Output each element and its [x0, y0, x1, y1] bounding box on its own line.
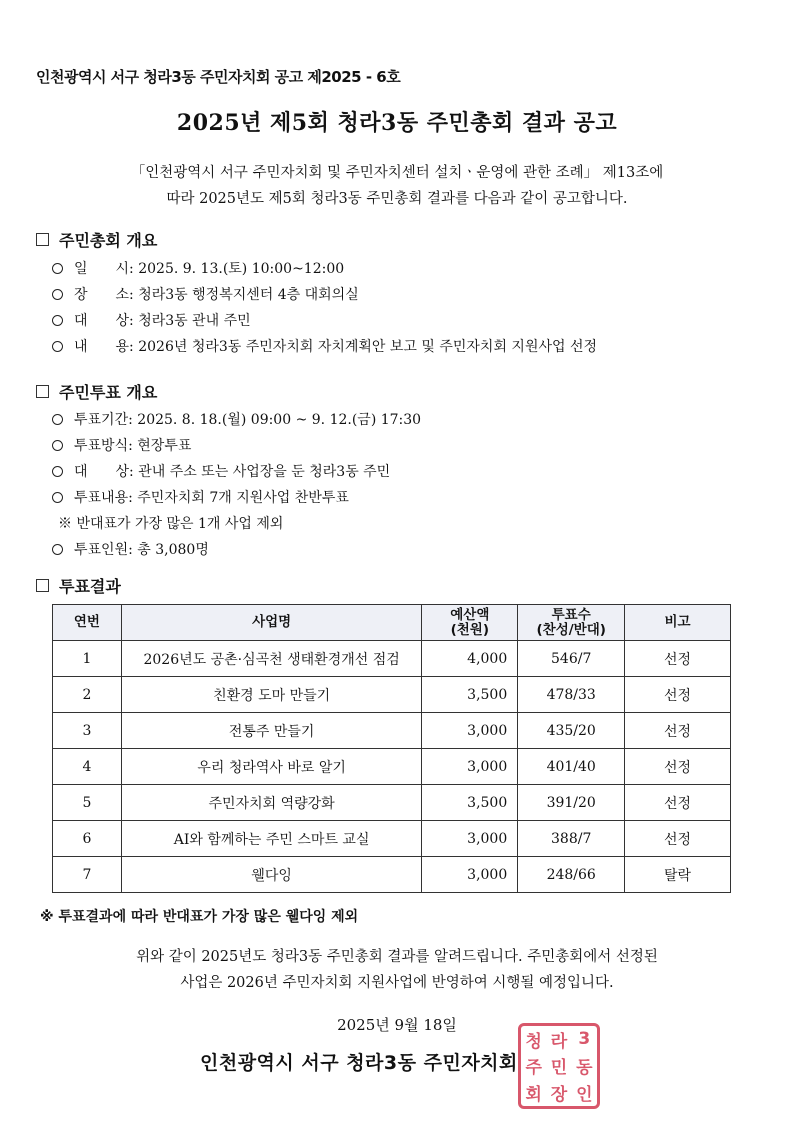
cell-votes: 401/40	[518, 749, 625, 785]
item-value: 2025. 8. 18.(월) 09:00 ~ 9. 12.(금) 17:30	[137, 412, 422, 428]
item-value: 청라3동 관내 주민	[138, 313, 251, 329]
document-title: 2025년 제5회 청라3동 주민총회 결과 공고	[176, 110, 618, 136]
cell-name: 우리 청라역사 바로 알기	[121, 749, 421, 785]
circle-bullet-icon	[52, 263, 63, 274]
cell-budget: 3,000	[422, 857, 518, 893]
cell-no: 2	[53, 677, 122, 713]
circle-bullet-icon	[52, 466, 63, 477]
col-header-remark: 비고	[625, 605, 731, 641]
closing-line-1: 위와 같이 2025년도 청라3동 주민총회 결과를 알려드립니다. 주민총회에서 선정된	[136, 949, 658, 965]
checkbox-square-icon	[36, 385, 49, 398]
cell-remark: 선정	[625, 785, 731, 821]
header-line: (찬성/반대)	[536, 621, 606, 638]
table-row	[53, 857, 731, 893]
notice-number: 인천광역시 서구 청라3동 주민자치회 공고 제2025 - 6호	[36, 68, 401, 86]
cell-votes: 388/7	[518, 821, 625, 857]
item-label: 내 용:	[74, 339, 134, 355]
header-line: 투표수	[551, 606, 591, 623]
cell-no: 4	[53, 749, 122, 785]
cell-name: 친환경 도마 만들기	[121, 677, 421, 713]
section-results	[36, 574, 121, 597]
list-item	[52, 487, 349, 507]
table-row	[53, 821, 731, 857]
col-header-budget	[422, 605, 518, 641]
cell-remark: 선정	[625, 749, 731, 785]
item-value: 총 3,080명	[137, 542, 209, 558]
stamp-char: 라	[550, 1031, 568, 1052]
table-row	[53, 677, 731, 713]
cell-budget: 3,000	[422, 821, 518, 857]
cell-no: 1	[53, 641, 122, 677]
item-label: 장 소:	[74, 287, 134, 303]
results-table	[52, 604, 731, 893]
cell-budget: 3,000	[422, 713, 518, 749]
table-row	[53, 749, 731, 785]
header-line: 예산액	[450, 606, 490, 623]
checkbox-square-icon	[36, 579, 49, 592]
stamp-char: 인	[576, 1085, 593, 1106]
cell-no: 6	[53, 821, 122, 857]
stamp-char: 청	[525, 1031, 542, 1052]
stamp-char: 주	[525, 1058, 542, 1079]
item-label: 투표내용:	[74, 490, 133, 506]
stamp-char: 3	[578, 1029, 591, 1050]
col-header-no: 연번	[53, 605, 122, 641]
col-header-votes	[518, 605, 625, 641]
section-heading: 투표결과	[59, 577, 121, 596]
cell-budget: 4,000	[422, 641, 518, 677]
stamp-char: 장	[550, 1085, 568, 1106]
section-assembly-overview	[36, 228, 157, 251]
item-value: 2026년 청라3동 주민자치회 자치계획안 보고 및 주민자치회 지원사업 선정	[138, 339, 598, 355]
closing-line-2: 사업은 2026년 주민자치회 지원사업에 반영하여 시행될 예정입니다.	[180, 975, 614, 991]
list-item	[52, 284, 359, 304]
cell-name: 주민자치회 역량강화	[121, 785, 421, 821]
stamp-char: 동	[576, 1058, 593, 1079]
cell-remark: 선정	[625, 821, 731, 857]
item-value: 주민자치회 7개 지원사업 찬반투표	[137, 490, 349, 506]
item-label: 투표방식:	[74, 438, 133, 454]
col-header-name: 사업명	[121, 605, 421, 641]
item-label: 투표인원:	[74, 542, 133, 558]
intro-line-1: 「인천광역시 서구 주민자치회 및 주민자치센터 설치ㆍ운영에 관한 조례」 제13조에	[130, 165, 664, 181]
list-item	[52, 258, 344, 278]
sub-note: ※ 반대표가 가장 많은 1개 사업 제외	[58, 516, 284, 532]
cell-votes: 478/33	[518, 677, 625, 713]
issue-date: 2025년 9월 18일	[337, 1016, 457, 1034]
item-value: 2025. 9. 13.(토) 10:00~12:00	[138, 261, 345, 277]
list-item	[52, 539, 209, 559]
circle-bullet-icon	[52, 289, 63, 300]
cell-votes: 546/7	[518, 641, 625, 677]
item-value: 관내 주소 또는 사업장을 둔 청라3동 주민	[138, 464, 391, 480]
stamp-char: 회	[525, 1085, 542, 1106]
list-item	[52, 409, 421, 429]
list-item	[52, 461, 390, 481]
cell-no: 7	[53, 857, 122, 893]
circle-bullet-icon	[52, 544, 63, 555]
item-label: 대 상:	[74, 313, 134, 329]
item-value: 청라3동 행정복지센터 4층 대회의실	[138, 287, 359, 303]
checkbox-square-icon	[36, 233, 49, 246]
circle-bullet-icon	[52, 341, 63, 352]
table-row	[53, 641, 731, 677]
item-label: 대 상:	[74, 464, 134, 480]
signer-name: 인천광역시 서구 청라3동 주민자치회	[200, 1052, 518, 1074]
cell-remark: 선정	[625, 713, 731, 749]
table-header-row	[53, 605, 731, 641]
cell-votes: 391/20	[518, 785, 625, 821]
cell-budget: 3,500	[422, 785, 518, 821]
circle-bullet-icon	[52, 440, 63, 451]
cell-name: 전통주 만들기	[121, 713, 421, 749]
cell-name: 웰다잉	[121, 857, 421, 893]
cell-name: 2026년도 공촌·심곡천 생태환경개선 점검	[121, 641, 421, 677]
item-label: 일 시:	[74, 261, 134, 277]
item-label: 투표기간:	[74, 412, 133, 428]
list-item	[52, 435, 191, 455]
list-item	[52, 310, 251, 330]
table-row	[53, 785, 731, 821]
official-seal-stamp	[518, 1023, 600, 1109]
list-item	[52, 336, 597, 356]
stamp-char: 민	[550, 1058, 568, 1079]
circle-bullet-icon	[52, 414, 63, 425]
table-row	[53, 713, 731, 749]
item-value: 현장투표	[137, 438, 192, 454]
cell-budget: 3,000	[422, 749, 518, 785]
cell-no: 3	[53, 713, 122, 749]
cell-no: 5	[53, 785, 122, 821]
cell-votes: 248/66	[518, 857, 625, 893]
cell-remark: 탈락	[625, 857, 731, 893]
cell-votes: 435/20	[518, 713, 625, 749]
cell-budget: 3,500	[422, 677, 518, 713]
section-heading: 주민총회 개요	[59, 231, 158, 250]
cell-remark: 선정	[625, 641, 731, 677]
section-heading: 주민투표 개요	[59, 383, 158, 402]
circle-bullet-icon	[52, 315, 63, 326]
section-vote-overview	[36, 380, 157, 403]
cell-remark: 선정	[625, 677, 731, 713]
intro-line-2: 따라 2025년도 제5회 청라3동 주민총회 결과를 다음과 같이 공고합니다.	[166, 191, 628, 207]
header-line: (천원)	[450, 621, 490, 638]
circle-bullet-icon	[52, 492, 63, 503]
cell-name: AI와 함께하는 주민 스마트 교실	[121, 821, 421, 857]
results-note: ※ 투표결과에 따라 반대표가 가장 많은 웰다잉 제외	[40, 909, 359, 925]
